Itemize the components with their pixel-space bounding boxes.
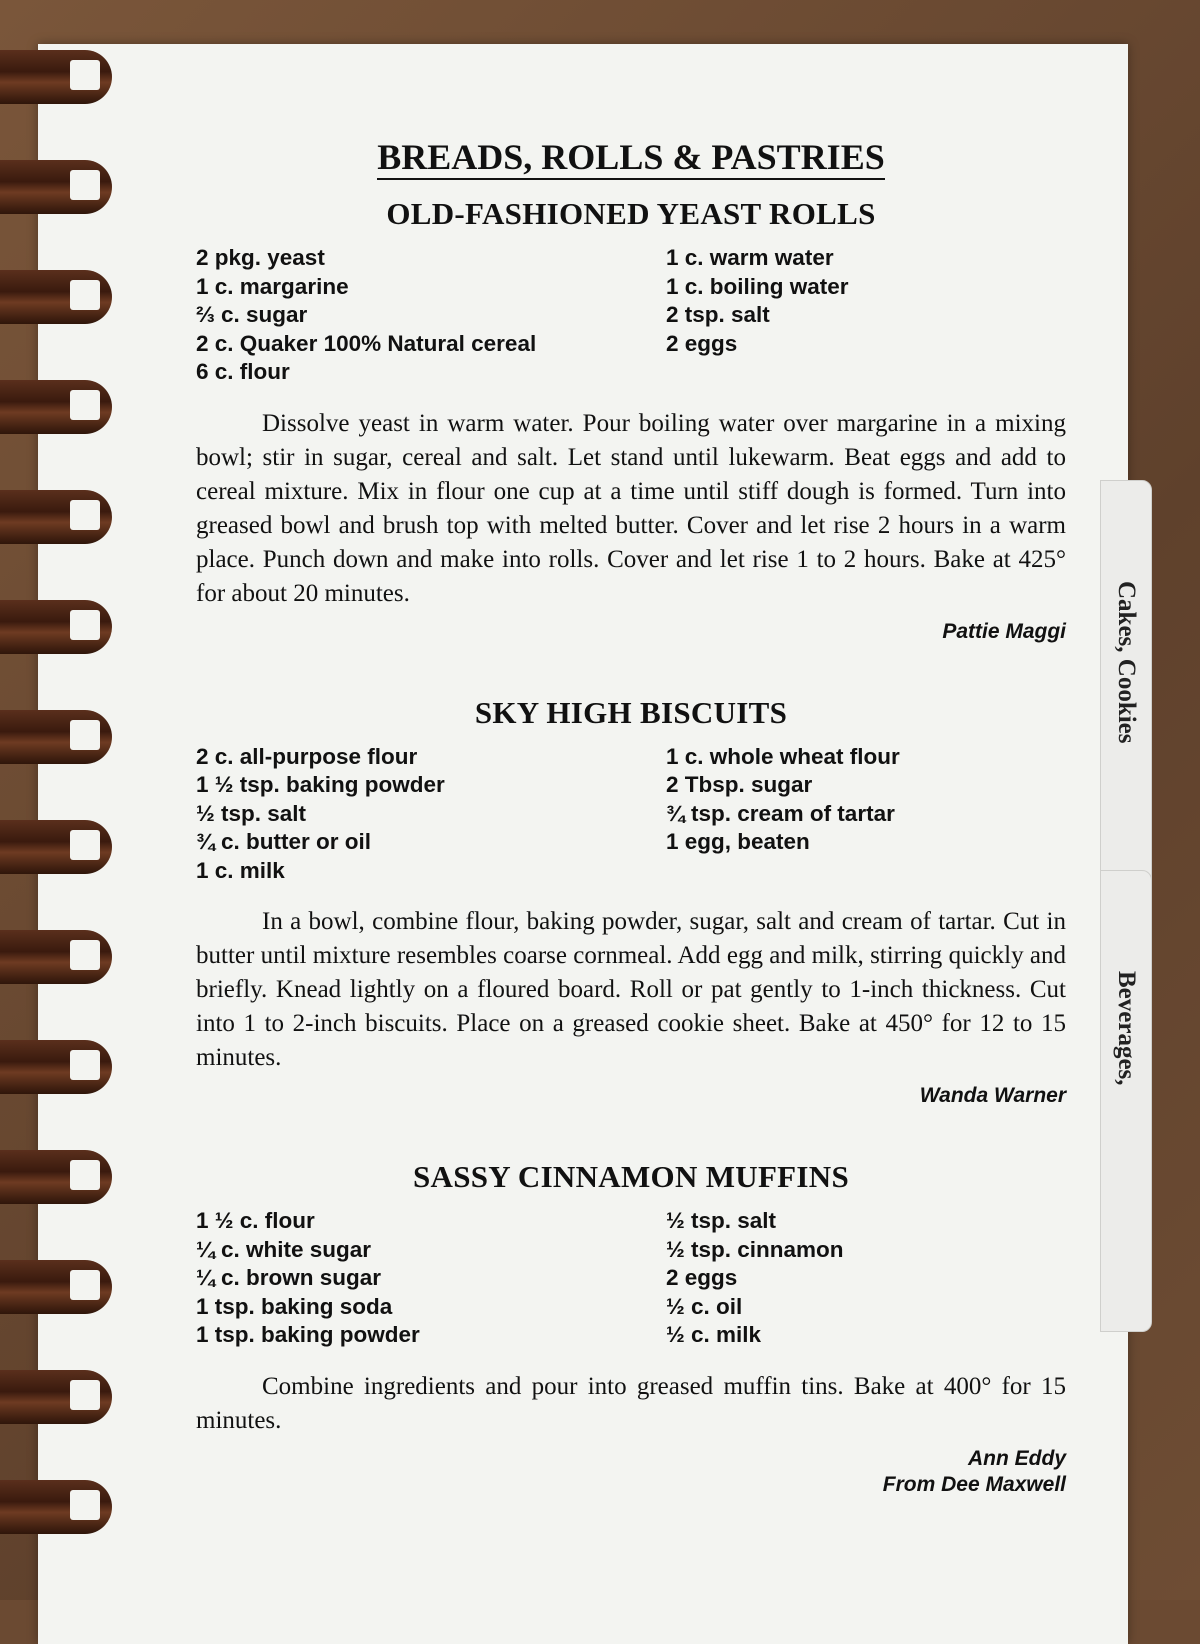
ingredient-list — [196, 244, 1066, 387]
ingredient: ½ tsp. salt — [666, 1208, 777, 1233]
recipe-directions: Combine ingredients and pour into greased muffin tins. Bake at 400° for 15 minutes. — [196, 1372, 1066, 1434]
ingredients-right — [666, 1207, 1066, 1350]
recipe-directions: In a bowl, combine flour, baking powder, sugar, salt and cream of tartar. Cut in butter until mixture resembles coarse cornmeal. Add egg and milk, stirring quickly and briefly. Knead lightly on a floured board. Roll or pat gently to 1-inch thickness. Cut into 1 to 2-inch biscuits. Place on a greased cookie sheet. Bake at 450° for 12 to 15 minutes. — [196, 908, 1066, 1071]
binding-ring — [0, 490, 112, 544]
ingredient: 1 egg, beaten — [666, 829, 810, 854]
ingredient: 2 eggs — [666, 330, 738, 356]
credit-line: From Dee Maxwell — [882, 1472, 1066, 1496]
recipe-title: SKY HIGH BISCUITS — [474, 694, 788, 730]
binding-ring — [0, 50, 112, 104]
binding-ring — [0, 820, 112, 874]
binding-ring — [0, 270, 112, 324]
credit-line: Ann Eddy — [968, 1446, 1066, 1470]
ingredient: 1 tsp. baking soda — [196, 1293, 393, 1319]
binding-ring — [0, 1040, 112, 1094]
binding-ring — [0, 380, 112, 434]
binding-ring — [0, 1370, 112, 1424]
ingredient: 1 c. milk — [196, 857, 285, 883]
ingredient: ⅔ c. sugar — [196, 302, 308, 327]
credit-line: Pattie Maggi — [942, 619, 1066, 643]
ingredients-right — [666, 743, 1066, 886]
section-title: BREADS, ROLLS & PASTRIES — [196, 136, 1066, 178]
ingredient: 2 eggs — [666, 1265, 738, 1290]
binding-ring — [0, 1260, 112, 1314]
ingredient-list — [196, 1207, 1066, 1350]
tab-beverages[interactable] — [1100, 870, 1152, 1332]
binding-ring — [0, 1480, 112, 1534]
ingredient: 2 pkg. yeast — [196, 245, 325, 270]
ingredient: ¼ c. white sugar — [196, 1236, 372, 1262]
credit-line: Wanda Warner — [919, 1084, 1066, 1107]
section-tabs — [1100, 70, 1200, 1570]
ingredient: ½ tsp. salt — [196, 800, 307, 826]
ingredient: ½ tsp. cinnamon — [666, 1236, 844, 1262]
ingredient: ¼ c. brown sugar — [196, 1265, 382, 1290]
ingredient: 1 c. boiling water — [666, 273, 849, 299]
ingredient: 1 ½ c. flour — [196, 1208, 315, 1233]
spiral-binding — [0, 40, 120, 1600]
ingredient: ¾ c. butter or oil — [196, 829, 372, 854]
ingredient: 6 c. flour — [196, 359, 290, 384]
recipe-directions: Dissolve yeast in warm water. Pour boiling water over margarine in a mixing bowl; stir in sugar, cereal and salt. Let stand until lukewarm. Beat eggs and add to cereal mixture. Mix in flour one cup at a time until stiff dough is formed. Turn into greased bowl and brush top with melted butter. Cover and let rise 2 hours in a warm place. Punch down and make into rolls. Cover and let rise 1 to 2 hours. Bake at 425° for about 20 minutes. — [196, 409, 1066, 607]
binding-ring — [0, 930, 112, 984]
ingredient: ¾ tsp. cream of tartar — [666, 800, 895, 826]
ingredient-list — [196, 743, 1066, 886]
ingredients-right — [666, 244, 1066, 387]
recipe-title: OLD-FASHIONED YEAST ROLLS — [386, 196, 876, 231]
binding-ring — [0, 1150, 112, 1204]
ingredient: 2 Tbsp. sugar — [666, 772, 813, 797]
recipe-credit — [196, 1083, 1066, 1109]
ingredient: 1 tsp. baking powder — [196, 1322, 420, 1347]
recipe-yeast-rolls — [196, 196, 1066, 645]
binding-ring — [0, 710, 112, 764]
ingredient: 1 c. warm water — [666, 245, 834, 270]
ingredient: 1 c. margarine — [196, 273, 349, 299]
recipe-title: SASSY CINNAMON MUFFINS — [412, 1159, 850, 1194]
ingredient: ½ c. milk — [666, 1322, 762, 1347]
ingredient: 1 c. whole wheat flour — [666, 743, 900, 769]
ingredient: ½ c. oil — [666, 1293, 743, 1319]
ingredients-left — [196, 1207, 666, 1350]
binding-ring — [0, 600, 112, 654]
ingredients-left — [196, 244, 666, 387]
recipe-sky-high-biscuits — [196, 695, 1066, 1110]
tab-label: Cakes, Cookies — [1113, 581, 1140, 744]
ingredient: 2 c. Quaker 100% Natural cereal — [196, 330, 537, 356]
ingredient: 1 ½ tsp. baking powder — [196, 772, 445, 797]
recipe-sassy-cinnamon-muffins — [196, 1159, 1066, 1498]
tab-label: Beverages, — [1113, 971, 1140, 1086]
binding-ring — [0, 160, 112, 214]
ingredient: 2 tsp. salt — [666, 302, 770, 327]
recipe-credit — [196, 619, 1066, 645]
page-content — [196, 130, 1066, 1548]
recipe-credit — [196, 1446, 1066, 1498]
ingredients-left — [196, 743, 666, 886]
ingredient: 2 c. all-purpose flour — [196, 743, 418, 769]
